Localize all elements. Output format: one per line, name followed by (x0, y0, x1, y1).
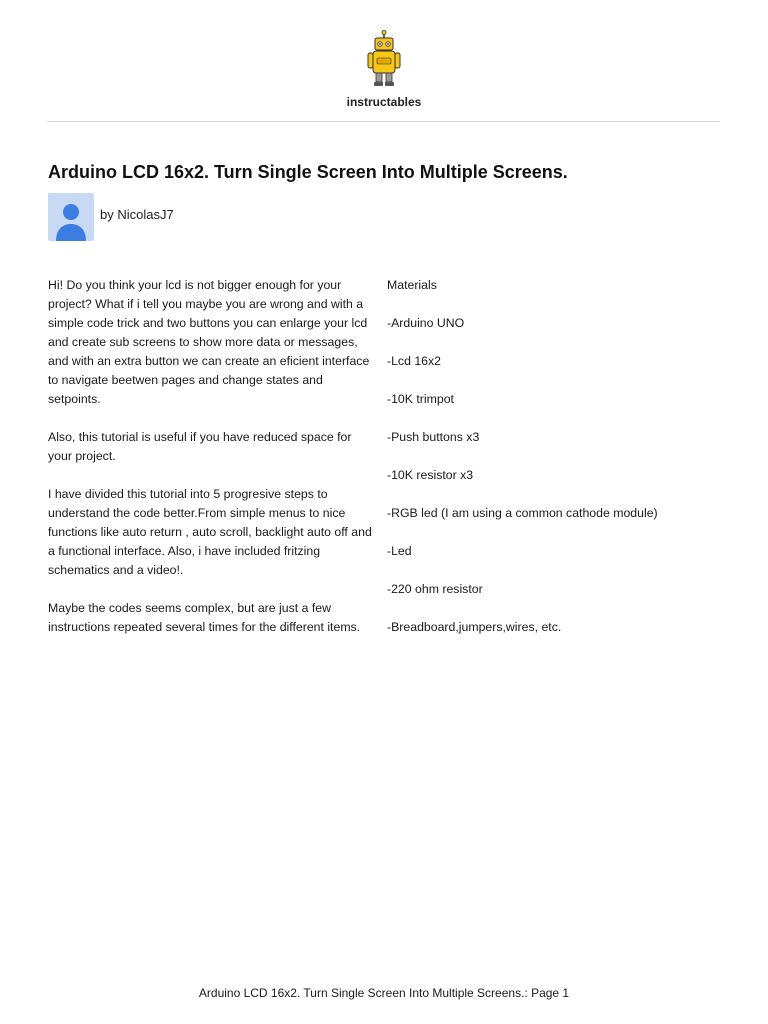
material-item: -10K resistor x3 (387, 468, 474, 482)
intro-column (48, 276, 373, 656)
brand-logo[interactable] (0, 30, 768, 93)
intro-paragraph: Maybe the codes seems complex, but are just a few instructions repeated several times for the different items. (48, 601, 361, 634)
intro-paragraph: Hi! Do you think your lcd is not bigger enough for your project? What if i tell you maybe you are wrong and with a simple code trick and two buttons you can enlarge your lcd and create sub screens to show more data or messages, and with an extra button we can create an eficient interface to navigate beetwen pages and change states and setpoints. (48, 278, 370, 406)
materials-column (387, 276, 727, 656)
material-item: -Push buttons x3 (387, 430, 480, 444)
brand-name[interactable]: instructables (346, 95, 422, 109)
author-avatar[interactable] (48, 193, 94, 241)
material-item: -Led (387, 544, 412, 558)
material-item: -10K trimpot (387, 392, 454, 406)
material-item: -Lcd 16x2 (387, 354, 442, 368)
author-row (48, 193, 174, 241)
material-item: -Breadboard,jumpers,wires, etc. (387, 620, 562, 634)
author-byline[interactable]: by NicolasJ7 (100, 206, 174, 222)
header-divider (47, 121, 720, 122)
instructables-robot-icon (364, 30, 404, 88)
material-item: -Arduino UNO (387, 316, 465, 330)
materials-heading: Materials (387, 278, 437, 292)
user-silhouette-icon (48, 193, 94, 241)
intro-paragraph: I have divided this tutorial into 5 progresive steps to understand the code better.From simple menus to nice functions like auto return , auto scroll, backlight auto off and a functional interface. Also, i have included fritzing schematics and a video!. (48, 487, 372, 577)
material-item: -RGB led (I am using a common cathode module) (387, 506, 658, 520)
article-title: Arduino LCD 16x2. Turn Single Screen Into Multiple Screens. (48, 162, 568, 182)
intro-paragraph: Also, this tutorial is useful if you have reduced space for your project. (48, 430, 352, 463)
material-item: -220 ohm resistor (387, 582, 483, 596)
page-footer: Arduino LCD 16x2. Turn Single Screen Into Multiple Screens.: Page 1 (198, 986, 570, 1000)
